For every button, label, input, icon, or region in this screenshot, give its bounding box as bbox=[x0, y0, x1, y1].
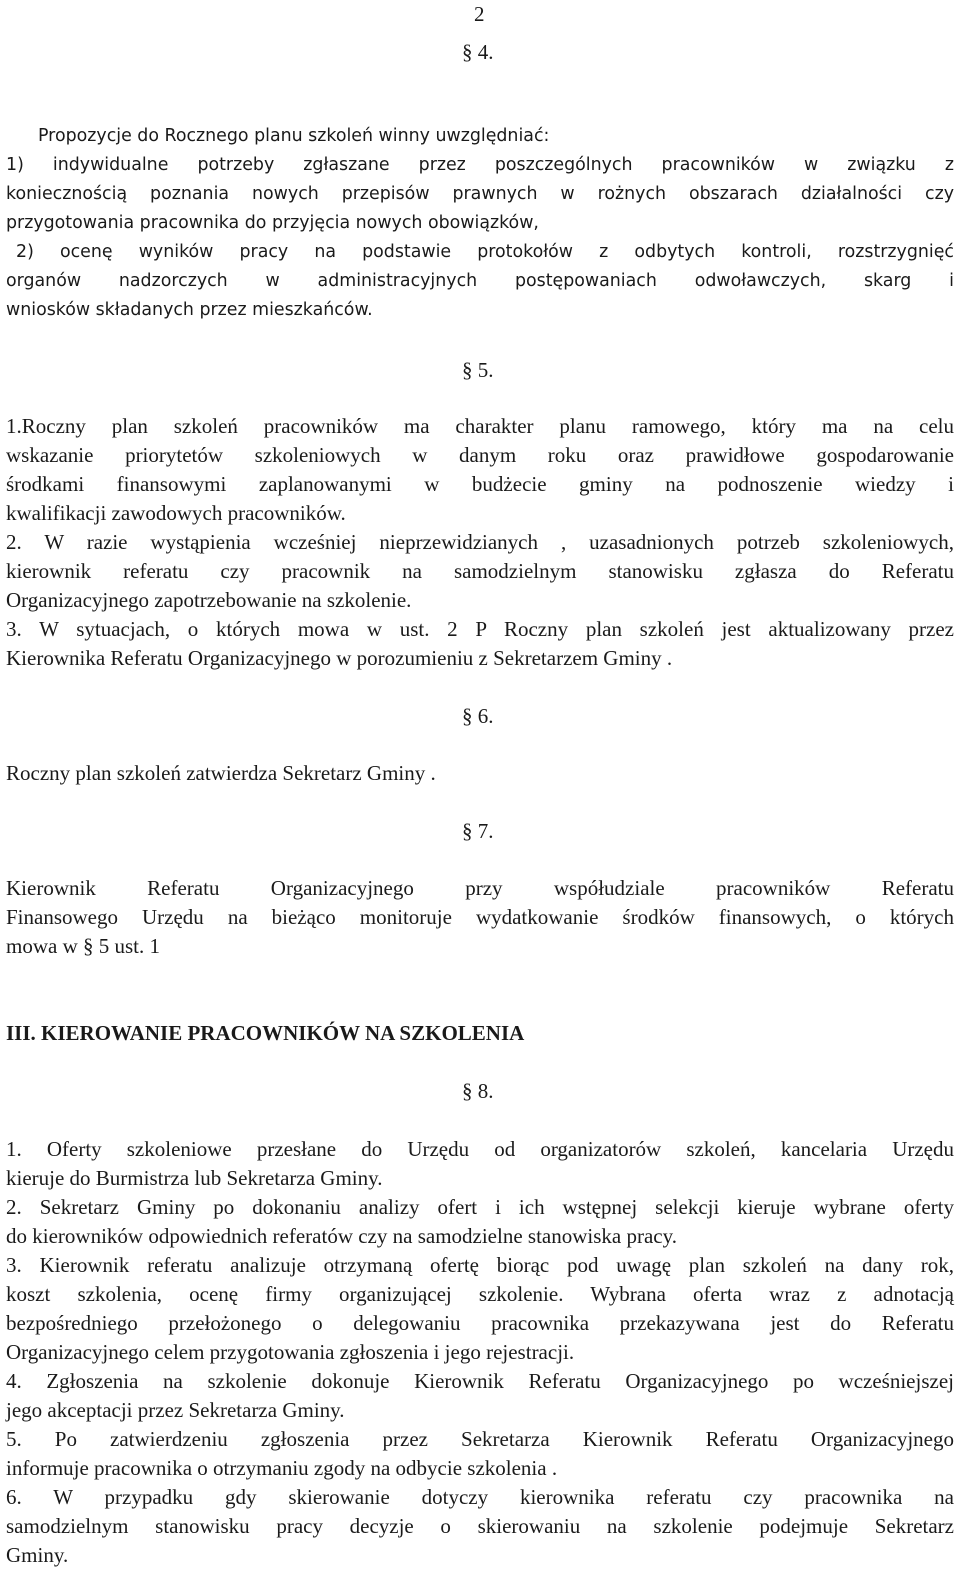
section-5-line: środkami finansowymi zaplanowanymi w budżecie gminy na podnoszenie wiedzy i bbox=[6, 472, 954, 496]
section-5-line: Kierownika Referatu Organizacyjnego w porozumieniu z Sekretarzem Gminy . bbox=[6, 646, 673, 670]
section-4-line: 1) indywidualne potrzeby zgłaszane przez poszczególnych pracowników w związku z bbox=[6, 155, 954, 175]
section-6-text: Roczny plan szkoleń zatwierdza Sekretarz Gminy . bbox=[6, 761, 436, 785]
section-8-line: 1. Oferty szkoleniowe przesłane do Urzędu od organizatorów szkoleń, kancelaria Urzędu bbox=[6, 1137, 954, 1161]
section-8-heading: § 8. bbox=[462, 1079, 494, 1103]
section-8-line: Organizacyjnego celem przygotowania zgłoszenia i jego rejestracji. bbox=[6, 1340, 575, 1364]
section-5-line: 2. W razie wystąpienia wcześniej nieprzewidzianych , uzasadnionych potrzeb szkoleniowych, bbox=[6, 530, 954, 554]
section-7-heading: § 7. bbox=[462, 819, 494, 843]
section-8-line: 6. W przypadku gdy skierowanie dotyczy kierownika referatu czy pracownika na bbox=[6, 1485, 954, 1509]
section-8-line: bezpośredniego przełożonego o delegowaniu pracownika przekazywana jest do Referatu bbox=[6, 1311, 954, 1335]
section-8-line: samodzielnym stanowisku pracy decyzje o skierowaniu na szkolenie podejmuje Sekretarz bbox=[6, 1514, 954, 1538]
section-4-heading: § 4. bbox=[462, 40, 494, 64]
section-5-line: wskazanie priorytetów szkoleniowych w danym roku oraz prawidłowe gospodarowanie bbox=[6, 443, 954, 467]
section-7-body bbox=[6, 874, 954, 961]
chapter-heading: III. KIEROWANIE PRACOWNIKÓW NA SZKOLENIA bbox=[6, 1021, 525, 1045]
section-8-line: 2. Sekretarz Gminy po dokonaniu analizy ofert i ich wstępnej selekcji kieruje wybrane oferty bbox=[6, 1195, 954, 1219]
section-4-line: przygotowania pracownika do przyjęcia nowych obowiązków, bbox=[6, 213, 539, 233]
section-8-line: kieruje do Burmistrza lub Sekretarza Gminy. bbox=[6, 1166, 383, 1190]
section-8-line: 4. Zgłoszenia na szkolenie dokonuje Kierownik Referatu Organizacyjnego po wcześniejszej bbox=[6, 1369, 954, 1393]
section-4-body bbox=[6, 122, 954, 325]
section-7-line: Kierownik Referatu Organizacyjnego przy współudziale pracowników Referatu bbox=[6, 876, 954, 900]
section-5-line: Organizacyjnego zapotrzebowanie na szkolenie. bbox=[6, 588, 412, 612]
section-5-line: kierownik referatu czy pracownik na samodzielnym stanowisku zgłasza do Referatu bbox=[6, 559, 954, 583]
section-4-line: 2) ocenę wyników pracy na podstawie protokołów z odbytych kontroli, rozstrzygnięć bbox=[16, 242, 954, 262]
section-8-line: informuje pracownika o otrzymaniu zgody na odbycie szkolenia . bbox=[6, 1456, 558, 1480]
section-4-line: wniosków składanych przez mieszkańców. bbox=[6, 300, 373, 320]
section-5-heading: § 5. bbox=[462, 358, 494, 382]
section-5-line: kwalifikacji zawodowych pracowników. bbox=[6, 501, 346, 525]
section-8-line: Gminy. bbox=[6, 1543, 69, 1567]
section-5-line: 1.Roczny plan szkoleń pracowników ma charakter planu ramowego, który ma na celu bbox=[6, 414, 954, 438]
section-4-line: organów nadzorczych w administracyjnych postępowaniach odwoławczych, skarg i bbox=[6, 271, 954, 291]
section-8-line: koszt szkolenia, ocenę firmy organizującej szkolenie. Wybrana oferta wraz z adnotacją bbox=[6, 1282, 954, 1306]
section-8-line: 5. Po zatwierdzeniu zgłoszenia przez Sekretarza Kierownik Referatu Organizacyjnego bbox=[6, 1427, 954, 1451]
section-4-line: koniecznością poznania nowych przepisów prawnych w rożnych obszarach działalności czy bbox=[6, 184, 954, 204]
section-7-line: Finansowego Urzędu na bieżąco monitoruje wydatkowanie środków finansowych, o których bbox=[6, 905, 954, 929]
section-7-line: mowa w § 5 ust. 1 bbox=[6, 934, 160, 958]
section-8-body bbox=[6, 1135, 954, 1570]
section-5-line: 3. W sytuacjach, o których mowa w ust. 2 P Roczny plan szkoleń jest aktualizowany przez bbox=[6, 617, 954, 641]
section-6-body bbox=[6, 759, 954, 788]
section-8-line: do kierowników odpowiednich referatów czy na samodzielne stanowiska pracy. bbox=[6, 1224, 677, 1248]
section-5-body bbox=[6, 412, 954, 673]
section-8-line: jego akceptacji przez Sekretarza Gminy. bbox=[6, 1398, 345, 1422]
section-6-heading: § 6. bbox=[462, 704, 494, 728]
section-4-intro: Propozycje do Rocznego planu szkoleń winny uwzględniać: bbox=[38, 126, 550, 146]
page-number: 2 bbox=[474, 2, 485, 26]
section-8-line: 3. Kierownik referatu analizuje otrzymaną ofertę biorąc pod uwagę plan szkoleń na dany rok, bbox=[6, 1253, 954, 1277]
